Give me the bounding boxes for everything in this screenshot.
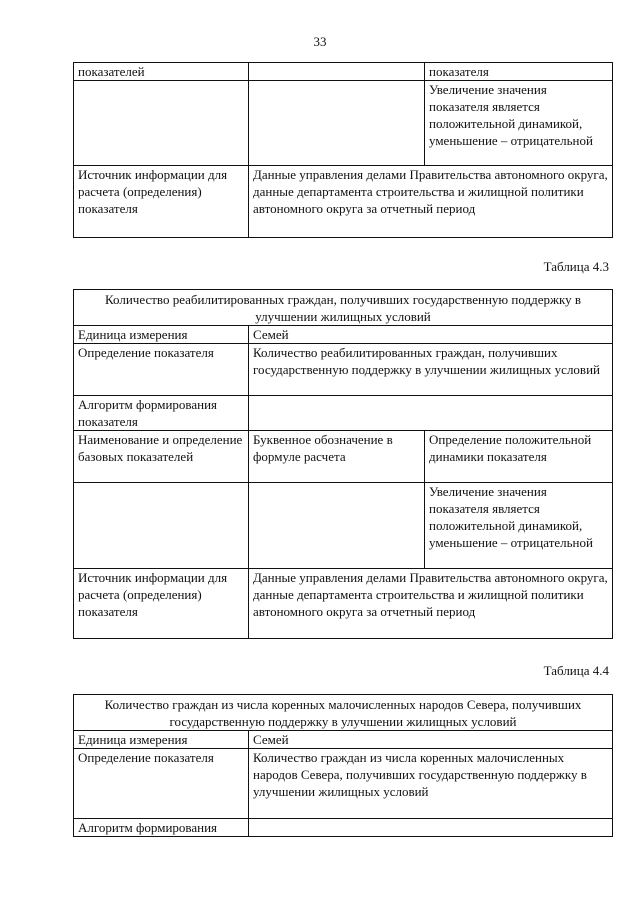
- table-4-3-caption: Таблица 4.3: [543, 259, 609, 274]
- cell-header-1: показателей: [74, 63, 249, 81]
- cell-empty: [74, 483, 249, 569]
- definition-value: Количество реабилитированных граждан, получивших государственную поддержку в улучшении жилищных условий: [249, 344, 613, 396]
- source-label: Источник информации для расчета (определения) показателя: [74, 569, 249, 639]
- cell-empty: [74, 81, 249, 166]
- continuation-table: [73, 62, 613, 238]
- cell-source-value: Данные управления делами Правительства автономного округа, данные департамента строительства и жилищной политики автономного округа за отчетный период: [249, 166, 613, 238]
- table-4-4: [73, 694, 613, 837]
- cell-header-3: показателя: [425, 63, 613, 81]
- definition-label: Определение показателя: [74, 749, 249, 819]
- letter-designation-label: Буквенное обозначение в формуле расчета: [249, 431, 425, 483]
- base-indicators-label: Наименование и определение базовых показателей: [74, 431, 249, 483]
- cell-empty: [249, 483, 425, 569]
- table-4-3: [73, 289, 613, 639]
- unit-label: Единица измерения: [74, 731, 249, 749]
- definition-value: Количество граждан из числа коренных малочисленных народов Севера, получивших государственную поддержку в улучшении жилищных условий: [249, 749, 613, 819]
- source-value: Данные управления делами Правительства автономного округа, данные департамента строительства и жилищной политики автономного округа за отчетный период: [249, 569, 613, 639]
- unit-value: Семей: [249, 731, 613, 749]
- algorithm-label: Алгоритм формирования: [74, 819, 249, 837]
- table-4-3-title: Количество реабилитированных граждан, получивших государственную поддержку в улучшении жилищных условий: [74, 290, 613, 326]
- positive-dynamics-label: Определение положительной динамики показателя: [425, 431, 613, 483]
- cell-header-2: [249, 63, 425, 81]
- table-4-4-caption: Таблица 4.4: [543, 663, 609, 678]
- algorithm-value: [249, 396, 613, 431]
- cell-dynamics-note: Увеличение значения показателя является положительной динамикой, уменьшение – отрицательной: [425, 483, 613, 569]
- table-4-4-title: Количество граждан из числа коренных малочисленных народов Севера, получивших государственную поддержку в улучшении жилищных условий: [74, 695, 613, 731]
- definition-label: Определение показателя: [74, 344, 249, 396]
- cell-dynamics-note: Увеличение значения показателя является положительной динамикой, уменьшение – отрицательной: [425, 81, 613, 166]
- unit-value: Семей: [249, 326, 613, 344]
- algorithm-value: [249, 819, 613, 837]
- cell-empty: [249, 81, 425, 166]
- page-number: 33: [313, 34, 327, 49]
- unit-label: Единица измерения: [74, 326, 249, 344]
- cell-source-label: Источник информации для расчета (определения) показателя: [74, 166, 249, 238]
- algorithm-label: Алгоритм формирования показателя: [74, 396, 249, 431]
